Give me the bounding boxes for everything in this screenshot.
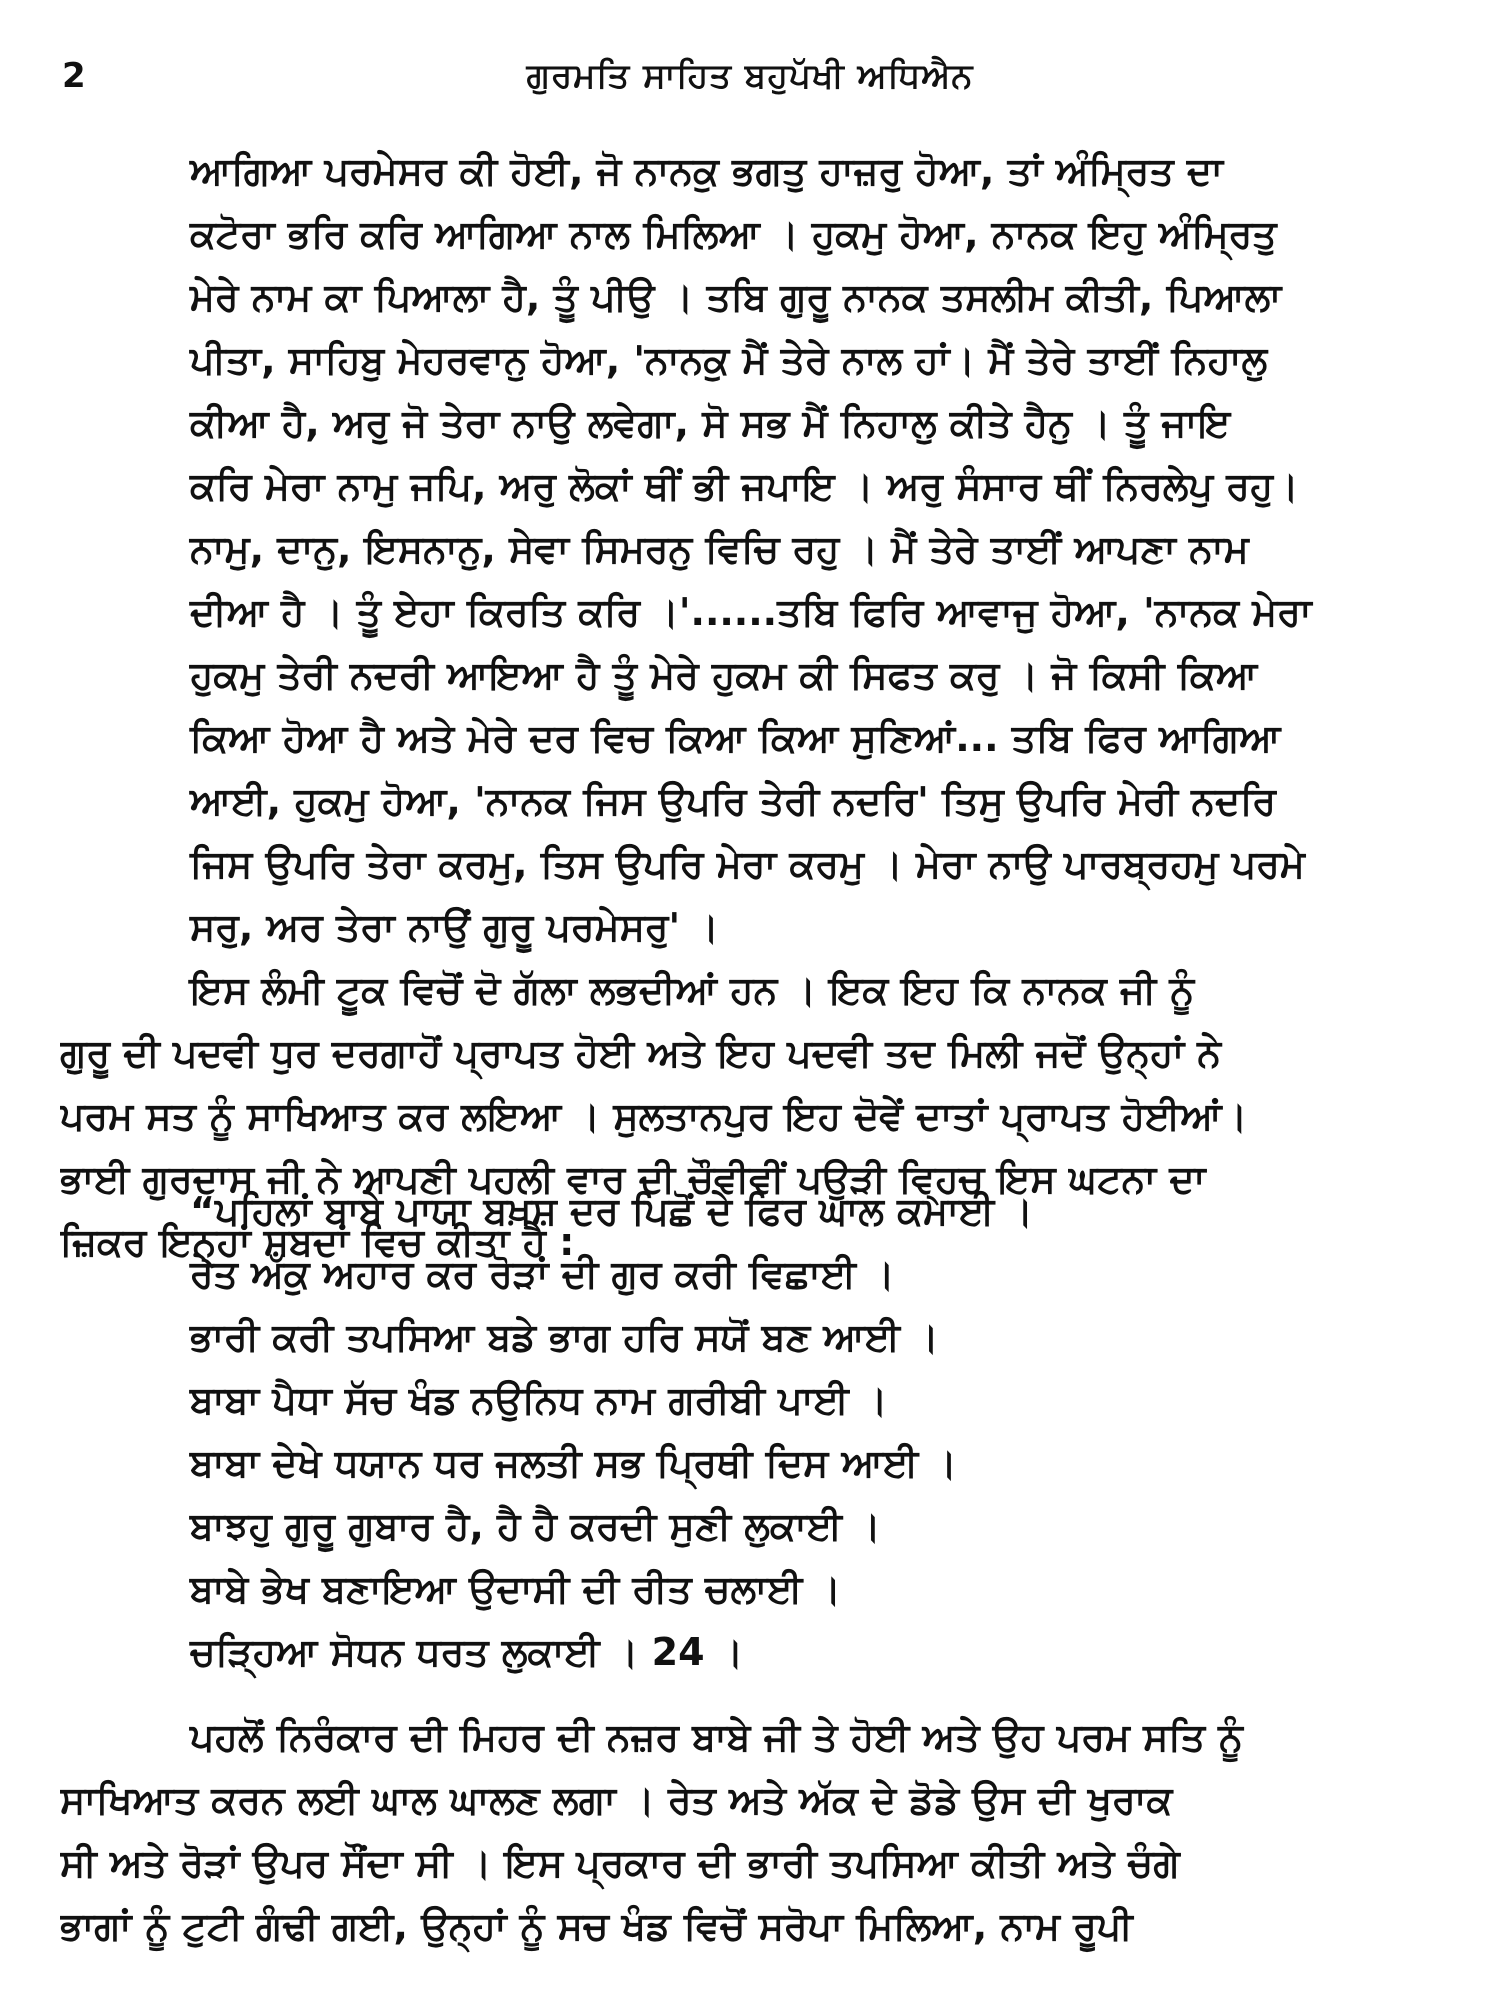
quote-block	[60, 140, 1440, 1274]
quote-line: ਕਟੋਰਾ ਭਰਿ ਕਰਿ ਆਗਿਆ ਨਾਲ ਮਿਲਿਆ । ਹੁਕਮੁ ਹੋਆ, ਨਾਨਕ ਇਹੁ ਅੰਮ੍ਰਿਤੁ	[190, 212, 1277, 256]
paragraph-line: ਸੀ ਅਤੇ ਰੋੜਾਂ ਉਪਰ ਸੌਂਦਾ ਸੀ । ਇਸ ਪ੍ਰਕਾਰ ਦੀ ਭਾਰੀ ਤਪਸਿਆ ਕੀਤੀ ਅਤੇ ਚੰਗੇ	[60, 1841, 1180, 1885]
paragraph-line: ਸਾਖਿਆਤ ਕਰਨ ਲਈ ਘਾਲ ਘਾਲਣ ਲਗਾ । ਰੇਤ ਅਤੇ ਅੱਕ ਦੇ ਡੋਡੇ ਉਸ ਦੀ ਖੁਰਾਕ	[60, 1778, 1173, 1822]
paragraph-line: ਭਾਗਾਂ ਨੂੰ ਟੁਟੀ ਗੰਢੀ ਗਈ, ਉਨ੍ਹਾਂ ਨੂੰ ਸਚ ਖੰਡ ਵਿਚੋਂ ਸਰੋਪਾ ਮਿਲਿਆ, ਨਾਮ ਰੂਪੀ	[60, 1904, 1133, 1948]
paragraph-line: ਪਹਲੋਂ ਨਿਰੰਕਾਰ ਦੀ ਮਿਹਰ ਦੀ ਨਜ਼ਰ ਬਾਬੇ ਜੀ ਤੇ ਹੋਈ ਅਤੇ ਉਹ ਪਰਮ ਸਤਿ ਨੂੰ	[190, 1715, 1243, 1759]
quote-line: ਆਈ, ਹੁਕਮੁ ਹੋਆ, 'ਨਾਨਕ ਜਿਸ ਉਪਰਿ ਤੇਰੀ ਨਦਰਿ' ਤਿਸੁ ਉਪਰਿ ਮੇਰੀ ਨਦਰਿ	[190, 779, 1276, 823]
verse-line: ਬਾਬਾ ਪੈਧਾ ਸੱਚ ਖੰਡ ਨਉਨਿਧ ਨਾਮ ਗਰੀਬੀ ਪਾਈ ।	[190, 1378, 888, 1422]
verse-line: ਭਾਰੀ ਕਰੀ ਤਪਸਿਆ ਬਡੇ ਭਾਗ ਹਰਿ ਸਯੋਂ ਬਣ ਆਈ ।	[190, 1315, 939, 1359]
paragraph-line: ਇਸ ਲੰਮੀ ਟੂਕ ਵਿਚੋਂ ਦੋ ਗੱਲਾ ਲਭਦੀਆਂ ਹਨ । ਇਕ ਇਹ ਕਿ ਨਾਨਕ ਜੀ ਨੂੰ	[190, 968, 1195, 1012]
page-number: 2	[62, 56, 86, 96]
quote-line: ਆਗਿਆ ਪਰਮੇਸਰ ਕੀ ਹੋਈ, ਜੋ ਨਾਨਕੁ ਭਗਤੁ ਹਾਜ਼ਰੁ ਹੋਆ, ਤਾਂ ਅੰਮ੍ਰਿਤ ਦਾ	[190, 149, 1223, 193]
verse-line: “ਪਹਿਲਾਂ ਬਾਬੇ ਪਾਯਾ ਬਖ਼ਸ਼ ਦਰ ਪਿਛੋਂ ਦੇ ਫਿਰ ਘਾਲ ਕਮਾਈ ।	[190, 1189, 1034, 1233]
paragraph-line: ਗੁਰੂ ਦੀ ਪਦਵੀ ਧੁਰ ਦਰਗਾਹੋਂ ਪ੍ਰਾਪਤ ਹੋਈ ਅਤੇ ਇਹ ਪਦਵੀ ਤਦ ਮਿਲੀ ਜਦੋਂ ਉਨ੍ਹਾਂ ਨੇ	[60, 1031, 1222, 1075]
verse-line: ਚੜ੍ਹਿਆ ਸੋਧਨ ਧਰਤ ਲੁਕਾਈ । 24 ।	[190, 1630, 744, 1674]
verse-line: ਬਾਝਹੁ ਗੁਰੂ ਗੁਬਾਰ ਹੈ, ਹੈ ਹੈ ਕਰਦੀ ਸੁਣੀ ਲੁਕਾਈ ।	[190, 1504, 881, 1548]
verse-block	[60, 1180, 1440, 1684]
closing-paragraph	[60, 1706, 1440, 1958]
quote-line: ਕਰਿ ਮੇਰਾ ਨਾਮੁ ਜਪਿ, ਅਰੁ ਲੋਕਾਂ ਥੀਂ ਭੀ ਜਪਾਇ । ਅਰੁ ਸੰਸਾਰ ਥੀਂ ਨਿਰਲੇਪੁ ਰਹੁ।	[190, 464, 1299, 508]
quote-line: ਨਾਮੁ, ਦਾਨੁ, ਇਸਨਾਨੁ, ਸੇਵਾ ਸਿਮਰਨੁ ਵਿਚਿ ਰਹੁ । ਮੈਂ ਤੇਰੇ ਤਾਈਂ ਆਪਣਾ ਨਾਮ	[190, 527, 1249, 571]
quote-line: ਦੀਆ ਹੈ । ਤੂੰ ਏਹਾ ਕਿਰਤਿ ਕਰਿ ।'......ਤਬਿ ਫਿਰਿ ਆਵਾਜੁ ਹੋਆ, 'ਨਾਨਕ ਮੇਰਾ	[190, 590, 1312, 634]
verse-line: ਬਾਬਾ ਦੇਖੇ ਧਯਾਨ ਧਰ ਜਲਤੀ ਸਭ ਪ੍ਰਿਥੀ ਦਿਸ ਆਈ ।	[190, 1441, 958, 1485]
quote-line: ਜਿਸ ਉਪਰਿ ਤੇਰਾ ਕਰਮੁ, ਤਿਸ ਉਪਰਿ ਮੇਰਾ ਕਰਮੁ । ਮੇਰਾ ਨਾਉ ਪਾਰਬ੍ਰਹਮੁ ਪਰਮੇ	[190, 842, 1305, 886]
quote-line: ਮੇਰੇ ਨਾਮ ਕਾ ਪਿਆਲਾ ਹੈ, ਤੂੰ ਪੀਉ । ਤਬਿ ਗੁਰੂ ਨਾਨਕ ਤਸਲੀਮ ਕੀਤੀ, ਪਿਆਲਾ	[190, 275, 1282, 319]
running-header: ਗੁਰਮਤਿ ਸਾਹਿਤ ਬਹੁਪੱਖੀ ਅਧਿਐਨ	[526, 56, 974, 96]
quote-line: ਕਿਆ ਹੋਆ ਹੈ ਅਤੇ ਮੇਰੇ ਦਰ ਵਿਚ ਕਿਆ ਕਿਆ ਸੁਣਿਆਂ... ਤਬਿ ਫਿਰ ਆਗਿਆ	[190, 716, 1281, 760]
paragraph-line: ਪਰਮ ਸਤ ਨੂੰ ਸਾਖਿਆਤ ਕਰ ਲਇਆ । ਸੁਲਤਾਨਪੁਰ ਇਹ ਦੋਵੇਂ ਦਾਤਾਂ ਪ੍ਰਾਪਤ ਹੋਈਆਂ।	[60, 1094, 1248, 1138]
quote-line: ਸਰੁ, ਅਰ ਤੇਰਾ ਨਾਉਂ ਗੁਰੂ ਪਰਮੇਸਰੁ' ।	[190, 905, 719, 949]
paragraph-line: ਭਾਈ ਗੁਰਦਾਸ ਜੀ ਨੇ ਆਪਣੀ ਪਹਲੀ ਵਾਰ ਦੀ ਚੌਵੀਵੀਂ ਪਉੜੀ ਵ੍ਹਿਚ ਇਸ ਘਟਨਾ ਦਾ	[60, 1157, 1206, 1201]
verse-line: ਰੇਤ ਅੱਕੁ ਅਹਾਰ ਕਰ ਰੋੜਾਂ ਦੀ ਗੁਰ ਕਰੀ ਵਿਛਾਈ ।	[190, 1252, 895, 1296]
quote-line: ਪੀਤਾ, ਸਾਹਿਬੁ ਮੇਹਰਵਾਨੁ ਹੋਆ, 'ਨਾਨਕੁ ਮੈਂ ਤੇਰੇ ਨਾਲ ਹਾਂ। ਮੈਂ ਤੇਰੇ ਤਾਈਂ ਨਿਹਾਲੁ	[190, 338, 1268, 382]
paragraph-line: ਜ਼ਿਕਰ ਇਨ੍ਹਾਂ ਸ਼ਬਦਾਂ ਵਿਚ ਕੀਤਾ ਹੈ :	[60, 1220, 575, 1264]
quote-line: ਹੁਕਮੁ ਤੇਰੀ ਨਦਰੀ ਆਇਆ ਹੈ ਤੂੰ ਮੇਰੇ ਹੁਕਮ ਕੀ ਸਿਫਤ ਕਰੁ । ਜੋ ਕਿਸੀ ਕਿਆ	[190, 653, 1258, 697]
verse-line: ਬਾਬੇ ਭੇਖ ਬਣਾਇਆ ਉਦਾਸੀ ਦੀ ਰੀਤ ਚਲਾਈ ।	[190, 1567, 842, 1611]
quote-line: ਕੀਆ ਹੈ, ਅਰੁ ਜੋ ਤੇਰਾ ਨਾਉ ਲਵੇਗਾ, ਸੋ ਸਭ ਮੈਂ ਨਿਹਾਲੁ ਕੀਤੇ ਹੈਨੁ । ਤੂੰ ਜਾਇ	[190, 401, 1231, 445]
